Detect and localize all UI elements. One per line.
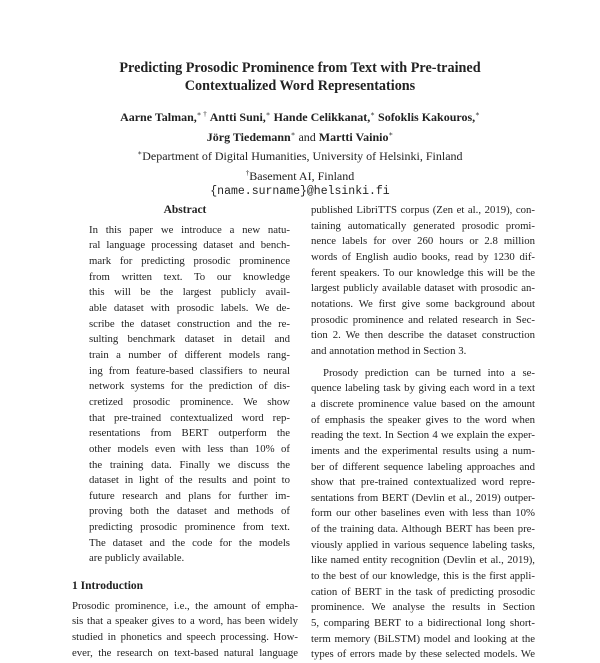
author-affil-mark: ∗ [388,129,394,138]
text-line: the training data. Finally we discuss the [89,458,290,471]
abstract-heading: Abstract [163,204,207,216]
text-line: prominence. We analyse the results in Section [311,601,535,614]
title-line-2: Contextualized Word Representations [184,77,416,94]
abstract-body [89,223,290,567]
author-name: Jörg Tiedemann [206,129,291,144]
text-line: Prosody prediction can be turned into a se- [323,366,535,379]
text-line: show that pre-trained contextualized word repre- [311,476,535,489]
text-line: ral language processing dataset and bench- [89,239,290,252]
author-affil-mark: ∗ [475,110,480,118]
text-line: predicting prosodic prominence from text. [89,521,290,534]
authors-line-1 [60,106,540,126]
text-line: taining automatically generated prosodic promi- [311,219,535,232]
text-line: cation of BERT in the task of predicting prosodic [311,585,535,598]
text-line: The dataset and the code for the models [89,536,290,549]
text-line: studied in phonetics and speech processing. How- [72,631,298,644]
text-line: ber of different sequence labeling approaches and [311,460,535,473]
text-line: viously applied in various sequence labeling tasks, [311,538,535,551]
text-line: from written text. To our knowledge [89,270,290,283]
text-line: dataset in light of the results and point to [89,474,290,487]
text-line: this will be the largest publicly avail- [89,286,290,299]
text-line: form our other baselines even with less than 10% [311,507,535,520]
author-block [60,106,540,201]
affiliation-1 [60,145,540,165]
author-conjunction: and [298,129,316,144]
author-affil-mark: ∗ [290,129,296,138]
text-line: other models even with less than 10% of [89,442,290,455]
text-line: scribe the dataset construction and the re- [89,317,290,330]
author-affil-mark: ∗ [265,110,271,118]
text-line: mark for predicting prosodic prominence [89,254,290,267]
affiliation-text: Department of Digital Humanities, University of Helsinki, Finland [142,149,463,163]
text-line: ferent speakers. To our knowledge this will be the [311,266,535,279]
text-line: iments and the experimental results using a num- [311,444,535,457]
text-line: largest publicly available dataset with prosodic an- [311,282,535,295]
text-line: reading the text. In Section 4 we explain the exper- [311,429,535,442]
authors-line-2 [60,126,540,146]
author-affil-mark: ∗ [370,110,376,118]
text-line: like named entity recognition (Devlin et al., 2019), [311,554,535,567]
text-line: able dataset with prosodic labels. We de- [89,301,290,314]
affiliation-mark: † [245,168,250,177]
text-line: published LibriTTS corpus (Zen et al., 2019), con- [311,204,535,216]
text-line: tion 2. We then describe the dataset construction [311,329,535,342]
author-name: Antti Suni, [209,110,266,124]
text-line: term memory (BiLSTM) model and looking at the [311,632,535,645]
text-line: Prosodic prominence, i.e., the amount of empha- [72,599,298,612]
author-name: Martti Vainio [318,129,389,144]
text-line: network systems for the prediction of dis- [89,380,290,393]
text-line: train a number of different models rang- [89,348,290,361]
paper-title [60,60,540,95]
email-address: {name.surname}@helsinki.fi [210,185,390,198]
body-paragraph [311,203,535,360]
affiliation-text: Basement AI, Finland [249,168,355,183]
text-line: future research and plans for further im- [89,489,290,502]
text-line: of emphasis the speaker gives to the word when [311,413,535,426]
text-line: notations. We first give some background about [311,297,535,310]
title-line-1: Predicting Prosodic Prominence from Text with Pre-trained [119,60,481,76]
text-line: cretized prosodic prominence. We show [89,395,290,408]
text-line: quence labeling task by giving each word in a text [311,382,535,395]
text-line: and annotation method in Section 3. [311,344,467,357]
text-line: words of English audio books, read by 1230 dif- [311,250,535,263]
author-name: Hande Celikkanat, [273,110,371,124]
text-line: types of errors made by these selected models. We [311,648,535,661]
text-line: of the training data. Although BERT has been pre- [311,523,535,536]
text-line: that pre-trained contextualized word rep- [89,411,290,424]
text-line: are publicly available. [89,552,185,565]
author-affil-mark: ∗ † [196,110,207,118]
left-column [72,203,298,661]
text-line: 5, comparing BERT to a bidirectional long short- [311,617,535,630]
text-line: sentations from BERT (Devlin et al., 2019) outper- [311,491,535,504]
author-name: Sofoklis Kakouros, [378,110,476,124]
text-line: sulting benchmark dataset in detail and [89,333,290,346]
body-paragraph [311,366,535,663]
text-line: nence labels for over 260 hours or 2.8 million [311,235,535,248]
author-name: Aarne Talman, [120,110,197,124]
text-line: resentations from BERT outperform the [89,427,290,440]
text-line: ever, the research on text-based natural language [72,646,298,659]
text-line: proving both the dataset and methods of [89,505,290,518]
text-line: In this paper we introduce a new natu- [89,223,290,236]
affiliation-2 [60,165,540,185]
text-line: to the best of our knowledge, this is the first appli- [311,570,535,583]
text-line: a discrete prominence value based on the amount [311,397,535,410]
text-line: prosodic prominence and related research in Sec- [311,313,535,326]
text-line: sis that a speaker gives to a word, has been widely [72,615,298,628]
right-column [311,203,535,663]
section-heading-introduction: 1 Introduction [72,580,144,593]
text-line: ing from feature-based classifiers to neural [89,364,290,377]
introduction-body [72,599,298,662]
affiliation-mark: ∗ [137,149,143,157]
